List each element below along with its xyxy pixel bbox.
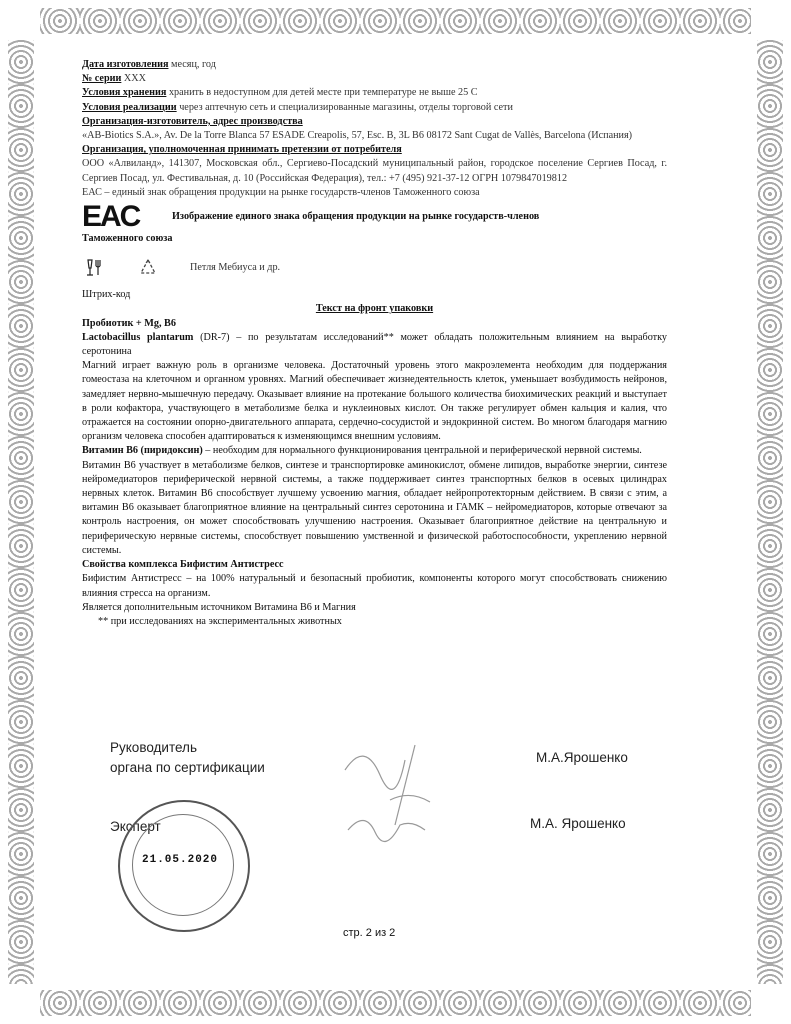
manufacturer-value: «AB-Biotics S.A.», Av. De la Torre Blanca 57 ESADE Creapolis, 57, Esc. B, 3L B6 08172 Sant Cugat de Vallès, Barcelona (Испания) [82, 130, 633, 142]
eac-caption: Изображение единого знака обращения продукции на рынке государств-членов [172, 211, 540, 223]
claims-label: Организация, уполномоченная принимать претензии от потребителя [82, 144, 402, 156]
source-note: Является дополнительным источником Витамина В6 и Магния [82, 601, 356, 613]
expert-name: М.А. Ярошенко [530, 816, 626, 831]
lactobacillus-paragraph: Lactobacillus plantarum (DR-7) – по результатам исследований** может обладать положительным влиянием на выработку серотонина [82, 331, 668, 358]
eac-caption-2: Таможенного союза [82, 233, 173, 245]
expert-label: Эксперт [110, 819, 161, 834]
glass-fork-icon [82, 257, 106, 279]
guilloche-border-top [40, 8, 751, 34]
mobius-label: Петля Мебиуса и др. [190, 262, 281, 274]
stamp-date: 21.05.2020 [142, 854, 219, 866]
b6-heading-paragraph: Витамин В6 (пиридоксин) – необходим для нормального функционирования центральной и периферической нервной системы. [82, 445, 642, 457]
guilloche-border-bottom [40, 990, 751, 1016]
mfg-date-line: Дата изготовления месяц, год [82, 59, 216, 70]
guilloche-border-right [757, 40, 783, 984]
storage-line: Условия хранения хранить в недоступном для детей месте при температуре не выше 25 С [82, 87, 478, 99]
head-name: М.А.Ярошенко [536, 750, 628, 765]
head-title: Руководитель органа по сертификации [110, 740, 265, 775]
certificate-content [82, 58, 667, 629]
magnesium-paragraph: Магний играет важную роль в организме человека. Достаточный уровень этого макроэлемента необходим для поддержания гомеостаза на клеточном и органном уровнях. Магний обеспечивает жизнедеятельность клеток, уменьшает возбудимость нейронов, замедляет нервно-мышечную передачу. Оказывает влияние на протекание большого количества биохимических реакций и выступает в роли кофактора, участвующего в метаболизме белка и нуклеиновых кислот. Он также регулирует обмен кальция и калия, что отражается на состоянии опорно-двигательного аппарата, сердечно-сосудистой и эндокринной систем. Во многом благодаря магнию организм человека способен адаптироваться к изменяющимся внешним условиям. [82, 360, 667, 443]
eac-mark-row [82, 202, 667, 232]
sale-line: Условия реализации через аптечную сеть и специализированные магазины, отделы торговой сети [82, 101, 513, 113]
complex-title: Свойства комплекса Бифистим Антистресс [82, 559, 284, 571]
page-number: стр. 2 из 2 [343, 927, 396, 939]
b6-body-paragraph: Витамин В6 участвует в метаболизме белков, синтезе и транспортировке аминокислот, обмене липидов, выработке энергии, синтезе нейромедиаторов периферической нервной системы, а также поддерживает синтез транспортных белков в осевых цилиндрах нервных клеток. Витамин В6 способствует лучшему усвоению магния, обладает нейропротекторным действием. В связи с этим, а витамин В6 оказывает благоприятное влияние на центральный синтез серотонина и ГАМК – нейромедиаторов, которые отвечают за контроль настроения, он может способствовать улучшению настроения. Оказывает благоприятное действие на центральную и периферическую нервные системы, способствует повышению умственной и физической работоспособности, укреплению нервной системы. [82, 459, 667, 556]
packaging-icons-row [82, 256, 667, 280]
expert-signature-scribble [340, 800, 440, 850]
eac-mark: EAC [82, 200, 140, 234]
guilloche-border-left [8, 40, 34, 984]
product-name: Пробиотик + Mg, B6 [82, 317, 176, 329]
certification-stamp [118, 800, 250, 932]
complex-body: Бифистим Антистресс – на 100% натуральный и безопасный пробиотик, компоненты которого могут способствовать снижению влияния стресса на организм. [82, 573, 667, 599]
barcode-label: Штрих-код [82, 289, 131, 301]
manufacturer-label: Организация-изготовитель, адрес производства [82, 115, 303, 127]
footnote: ** при исследованиях на экспериментальных животных [98, 615, 342, 627]
claims-value: ООО «Алвиланд», 141307, Московская обл., Сергиево-Посадский муниципальный район, городское поселение Сергиев Посад, г. Сергиев Посад, ул. Фестивальная, д. 10 (Российская Федерация), тел.: +7 (495) 921-37-12 ОГРН 1079847019812 [82, 158, 667, 184]
mobius-loop-icon [136, 257, 160, 279]
batch-line: № серии ХХХ [82, 73, 146, 85]
front-title: Текст на фронт упаковки [315, 303, 434, 315]
eac-description: ЕАС – единый знак обращения продукции на рынке государств-членов Таможенного союза [82, 186, 480, 198]
